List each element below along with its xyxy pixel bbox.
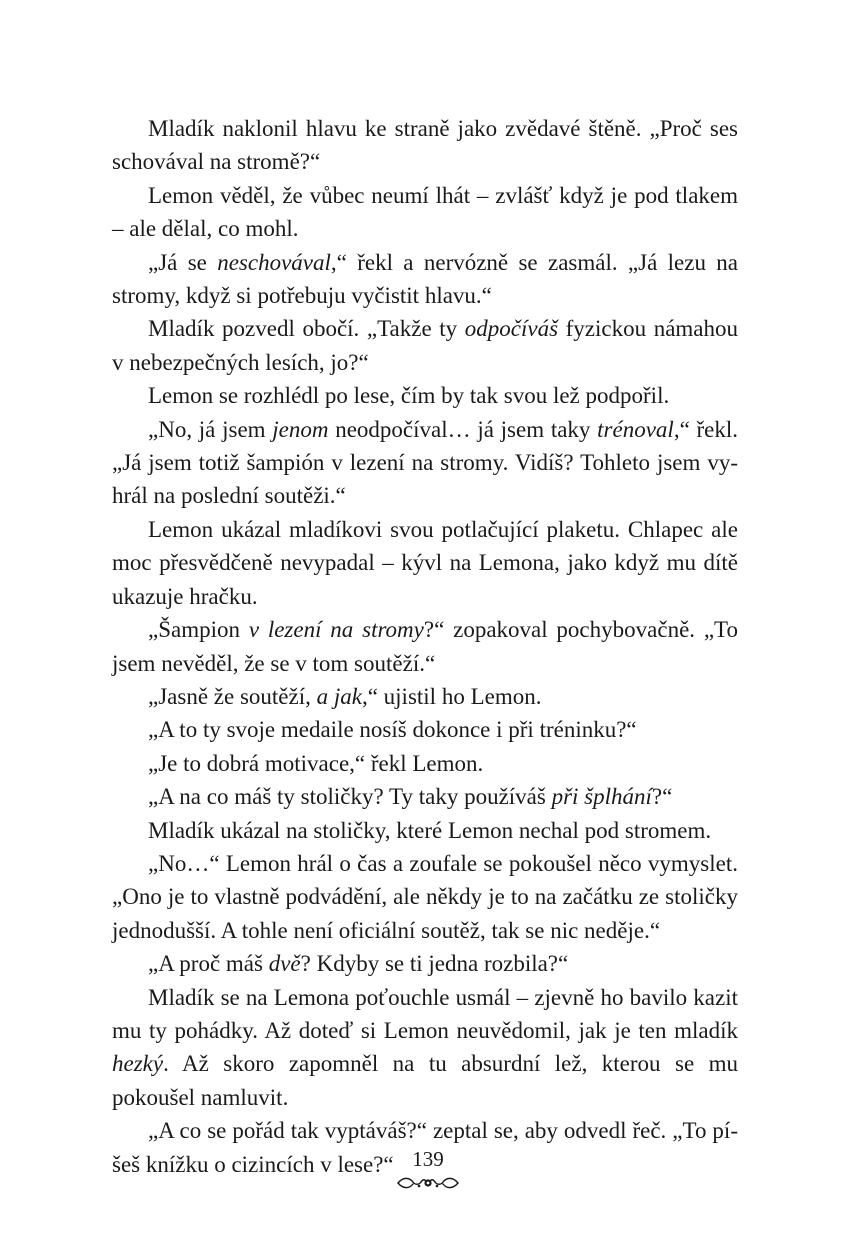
- paragraph: [112, 747, 738, 780]
- page-footer: [0, 1147, 856, 1190]
- text-run: „No, já jsem: [148, 416, 273, 442]
- italic-text: a jak: [316, 683, 362, 709]
- text-run: fyzickou námahou v nebezpečných lesích, jo?“: [112, 316, 739, 375]
- text-run: ? Kdyby se ti jedna rozbila?“: [300, 951, 569, 977]
- text-run: ,“ řekl. „Já jsem totiž šampión v lezení na stromy. Vidíš? Tohleto jsem vyhrál na poslední soutěži.“: [112, 416, 739, 509]
- text-run: „A na co máš ty stoličky? Ty taky používáš: [148, 784, 552, 810]
- paragraph: [112, 981, 738, 1115]
- text-run: ?“: [651, 784, 673, 810]
- text-run: ,“ ujistil ho Lemon.: [361, 683, 542, 709]
- text-run: „A proč máš: [148, 951, 269, 977]
- italic-text: dvě: [268, 951, 301, 977]
- text-run: „Já se: [148, 249, 218, 275]
- italic-text: neschovával: [217, 249, 331, 275]
- paragraph: [112, 513, 738, 613]
- paragraph: [112, 179, 738, 246]
- text-run: ,“ řekl a nervózně se zasmál. „Já lezu na stromy, když si potřebuju vyčistit hlavu.“: [112, 249, 739, 309]
- text-run: „Šampion: [148, 617, 249, 643]
- italic-text: při šplhání: [551, 784, 652, 810]
- paragraph: [112, 613, 738, 680]
- paragraph: [112, 112, 738, 179]
- italic-text: odpočíváš: [464, 316, 559, 342]
- paragraph: [112, 713, 738, 746]
- paragraph: [112, 780, 738, 813]
- paragraph: [112, 814, 738, 847]
- paragraph: [112, 847, 738, 947]
- text-run: Lemon věděl, že vůbec neumí lhát – zvlášť když je pod tlakem – ale dělal, co mohl.: [112, 182, 738, 242]
- paragraph: [112, 413, 738, 513]
- text-run: neodpočíval… já jsem taky: [328, 416, 598, 442]
- text-run: ?“ zopakoval pochybovačně. „To jsem nevěděl, že se v tom soutěží.“: [112, 617, 738, 676]
- paragraph: [112, 680, 738, 713]
- text-run: Mladík naklonil hlavu ke straně jako zvědavé štěně. „Proč ses schovával na stromě?“: [112, 116, 738, 175]
- text-run: Mladík ukázal na stoličky, které Lemon nechal pod stromem.: [148, 817, 712, 843]
- text-run: „No…“ Lemon hrál o čas a zoufale se pokoušel něco vymyslet. „Ono je to vlastně podvádění, ale někdy je to na začátku ze stoličky jednodušší. A tohle není oficiální soutěž, tak se nic neděje.“: [112, 850, 738, 943]
- italic-text: v lezení na stromy: [248, 617, 424, 643]
- floral-ornament-icon: [395, 1176, 461, 1190]
- text-run: Mladík se na Lemona poťouchle usmál – zjevně ho bavilo kazit mu ty pohádky. Až doteď si Lemon neuvědomil, jak je ten mladík: [112, 984, 738, 1043]
- paragraph: [112, 246, 738, 313]
- text-run: „A co se pořád tak vyptáváš?“ zeptal se, aby odvedl řeč. „To píšeš knížku o cizincích v lese?“: [112, 1118, 738, 1177]
- paragraph: [112, 947, 738, 980]
- italic-text: hezký: [112, 1051, 164, 1077]
- italic-text: trénoval: [597, 416, 674, 442]
- text-run: Mladík pozvedl obočí. „Takže ty: [148, 316, 465, 342]
- text-run: „Jasně že soutěží,: [148, 683, 317, 709]
- text-run: Lemon se rozhlédl po lese, čím by tak svou lež podpořil.: [148, 383, 670, 409]
- page-number: 139: [412, 1147, 444, 1171]
- text-run: Lemon ukázal mladíkovi svou potlačující plaketu. Chlapec ale moc přesvědčeně nevypadal – kývl na Lemona, jako když mu dítě ukazuje hračku.: [112, 516, 738, 609]
- body-text: [112, 112, 738, 1181]
- italic-text: jenom: [272, 416, 329, 442]
- text-run: . Až skoro zapomněl na tu absurdní lež, kterou se mu pokoušel namluvit.: [112, 1051, 738, 1110]
- text-run: „Je to dobrá motivace,“ řekl Lemon.: [148, 750, 484, 776]
- text-run: „A to ty svoje medaile nosíš dokonce i při tréninku?“: [148, 717, 637, 743]
- paragraph: [112, 312, 738, 379]
- paragraph: [112, 379, 738, 412]
